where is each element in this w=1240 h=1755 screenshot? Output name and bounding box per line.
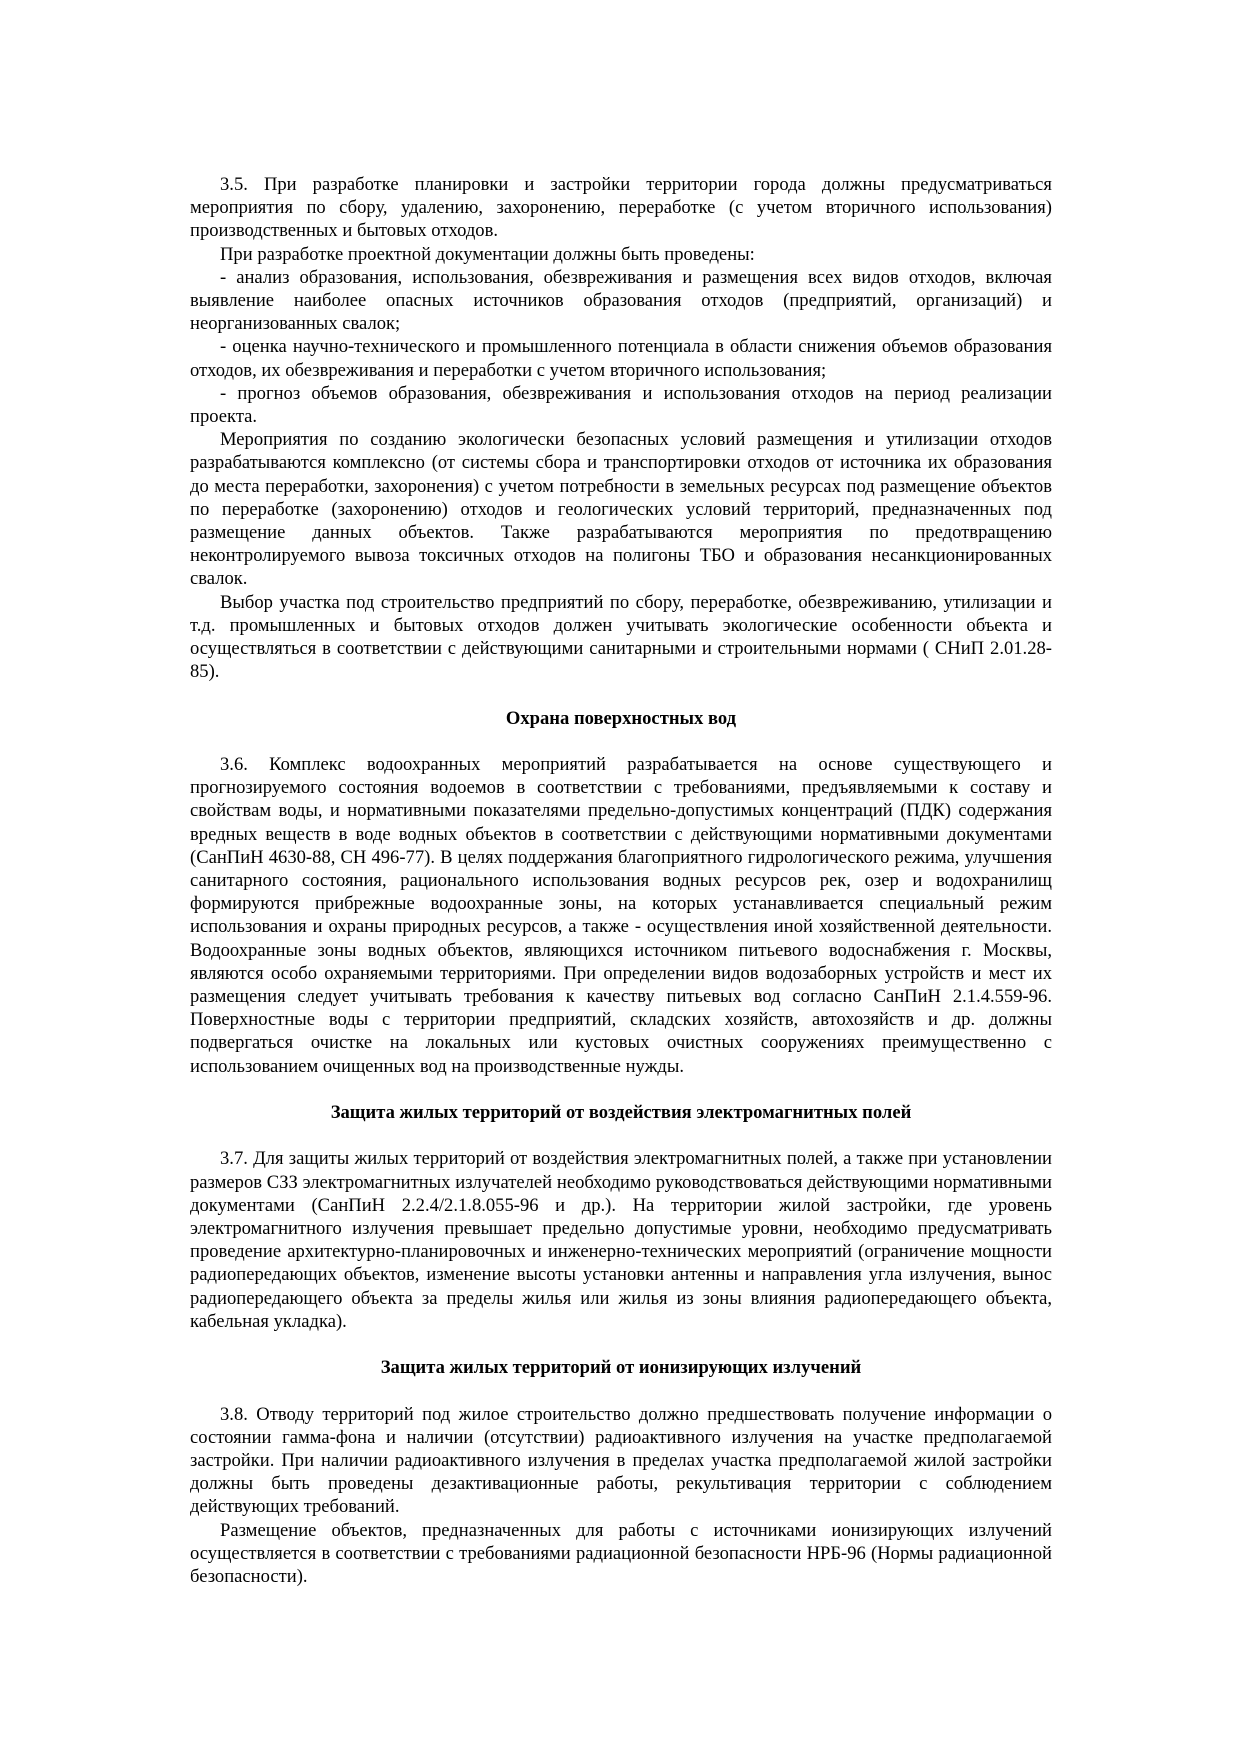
spacer [190,1379,1052,1402]
list-item-analysis: - анализ образования, использования, обезвреживания и размещения всех видов отходов, включая выявление наиболее опасных источников образования отходов (предприятий, организаций) и неорганизованных свалок; [190,266,1052,335]
paragraph-3-5: 3.5. При разработке планировки и застройки территории города должны предусматриваться мероприятия по сбору, удалению, захоронению, переработке (с учетом вторичного использования) производственных и бытовых отходов. [190,174,1052,242]
paragraph-radiation-objects: Размещение объектов, предназначенных для работы с источниками ионизирующих излучений осуществляется в соответствии с требованиями радиационной безопасности НРБ-96 (Нормы радиационной безопасности). [190,1519,1052,1588]
spacer [190,683,1052,706]
paragraph-3-6: 3.6. Комплекс водоохранных мероприятий разрабатывается на основе существующего и прогнозируемого состояния водоемов в соответствии с требованиями, предъявляемыми к составу и свойствам воды, и нормативными показателями предельно-допустимых концентраций (ПДК) содержания вредных веществ в воде водных объектов в соответствии с действующими нормативными документами (СанПиН 4630-88, СН 496-77). В целях поддержания благоприятного гидрологического режима, улучшения санитарного состояния, рационального использования водных ресурсов рек, озер и водохранилищ формируются прибрежные водоохранные зоны, на которых устанавливается специальный режим использования и охраны природных ресурсов, а также - осуществления иной хозяйственной деятельности. Водоохранные зоны водных объектов, являющихся источником питьевого водоснабжения г. Москвы, являются особо охраняемыми территориями. При определении видов водозаборных устройств и мест их размещения следует учитывать требования к качеству питьевых вод согласно СанПиН 2.1.4.559-96. Поверхностные воды с территории предприятий, складских хозяйств, автохозяйств и др. должны подвергаться очистке на локальных или кустовых очистных сооружениях преимущественно с использованием очищенных вод на производственные нужды. [190,754,1052,1077]
spacer [190,1078,1052,1101]
paragraph-project-docs: При разработке проектной документации должны быть проведены: [220,243,755,265]
heading-ionizing-protection: Защита жилых территорий от ионизирующих излучений [380,1357,862,1379]
list-item-forecast: - прогноз объемов образования, обезвреживания и использования отходов на период реализации проекта. [190,382,1052,428]
paragraph-waste-measures: Мероприятия по созданию экологически безопасных условий размещения и утилизации отходов разрабатываются комплексно (от системы сбора и транспортировки отходов от источника их образования до места переработки, захоронения) с учетом потребности в земельных ресурсах под размещение объектов по переработке (захоронению) отходов и геологических условий территорий, предназначенных под размещение данных объектов. Также разрабатываются мероприятия по предотвращению неконтролируемого вывоза токсичных отходов на полигоны ТБО и образования несанкционированных свалок. [190,429,1052,590]
list-item-assessment: - оценка научно-технического и промышленного потенциала в области снижения объемов образования отходов, их обезвреживания и переработки с учетом вторичного использования; [190,336,1052,381]
paragraph-3-8: 3.8. Отводу территорий под жилое строительство должно предшествовать получение информации о состоянии гамма-фона и наличии (отсутствии) радиоактивного излучения на участке предполагаемой застройки. При наличии радиоактивного излучения в пределах участка предполагаемой жилой застройки должны быть проведены дезактивационные работы, рекультивация территории с соблюдением действующих требований. [190,1403,1052,1518]
heading-em-protection: Защита жилых территорий от воздействия электромагнитных полей [330,1102,912,1124]
spacer [190,730,1052,753]
document-page [190,173,1052,1588]
heading-water-protection: Охрана поверхностных вод [505,707,737,729]
spacer [190,1124,1052,1147]
spacer [190,1333,1052,1356]
paragraph-3-7: 3.7. Для защиты жилых территорий от воздействия электромагнитных полей, а также при установлении размеров СЗЗ электромагнитных излучателей необходимо руководствоваться действующими нормативными документами (СанПиН 2.2.4/2.1.8.055-96 и др.). На территории жилой застройки, где уровень электромагнитного излучения превышает предельно допустимые уровни, необходимо предусматривать проведение архитектурно-планировочных и инженерно-технических мероприятий (ограничение мощности радиопередающих объектов, изменение высоты установки антенны и направления угла излучения, вынос радиопередающего объекта за пределы жилья или жилья из зоны влияния радиопередающего объекта, кабельная укладка). [190,1148,1052,1332]
paragraph-site-selection: Выбор участка под строительство предприятий по сбору, переработке, обезвреживанию, утилизации и т.д. промышленных и бытовых отходов должен учитывать экологические особенности объекта и осуществляться в соответствии с действующими санитарными и строительными нормами ( СНиП 2.01.28-85). [190,591,1052,683]
